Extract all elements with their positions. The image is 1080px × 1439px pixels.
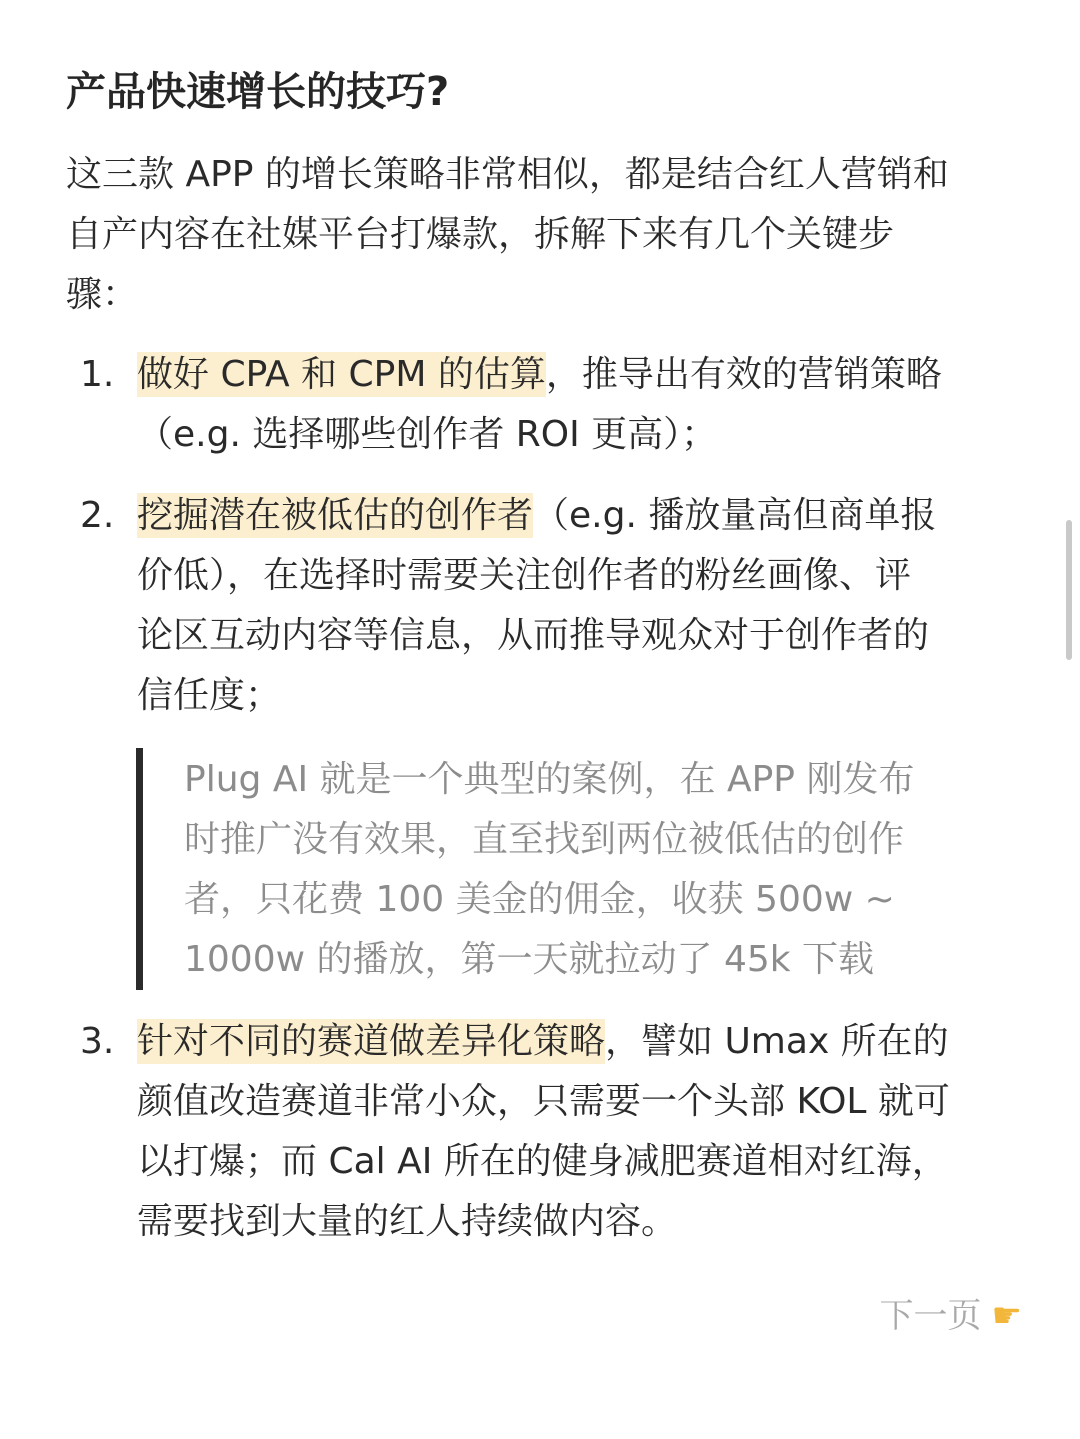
list-item-line: 颜值改造赛道非常小众，只需要一个头部 KOL 就可: [137, 1081, 950, 1122]
list-item-line: 需要找到大量的红人持续做内容。: [137, 1201, 678, 1242]
intro-line: 骤：: [66, 274, 139, 315]
list-item-text: ，譬如 Umax 所在的: [605, 1021, 949, 1062]
list-item-line: 信任度；: [137, 675, 282, 716]
quote-bar: [136, 748, 143, 990]
intro-line: 这三款 APP 的增长策略非常相似，都是结合红人营销和: [66, 154, 949, 195]
list-item-line: （e.g. 选择哪些创作者 ROI 更高）；: [137, 414, 718, 455]
intro-paragraph: [66, 145, 1016, 325]
quote-line: 1000w 的播放，第一天就拉动了 45k 下载: [184, 939, 875, 980]
list-item-line: [137, 1012, 1017, 1072]
quote-text: [184, 750, 984, 990]
list-number: 3.: [80, 1021, 115, 1062]
quote-line: 时推广没有效果，直至找到两位被低估的创作: [184, 819, 905, 860]
next-page-label: 下一页: [879, 1296, 982, 1336]
highlighted-phrase: 针对不同的赛道做差异化策略: [137, 1021, 606, 1062]
next-page-link[interactable]: [880, 1290, 1022, 1342]
list-item-line: [137, 345, 1017, 405]
list-item-line: 价低），在选择时需要关注创作者的粉丝画像、评: [137, 555, 912, 596]
list-number: 2.: [80, 495, 115, 536]
list-number: 1.: [80, 354, 115, 395]
list-item-line: 论区互动内容等信息，从而推导观众对于创作者的: [137, 615, 930, 656]
highlighted-phrase: 做好 CPA 和 CPM 的估算: [137, 354, 546, 395]
list-item-body: [137, 1012, 1017, 1252]
list-item-line: 以打爆；而 Cal AI 所在的健身减肥赛道相对红海，: [137, 1141, 948, 1182]
intro-line: 自产内容在社媒平台打爆款，拆解下来有几个关键步: [66, 214, 895, 255]
scrollbar-thumb[interactable]: [1066, 520, 1072, 660]
pointing-hand-icon: ☛: [991, 1296, 1022, 1336]
highlighted-phrase: 挖掘潜在被低估的创作者: [137, 495, 534, 536]
page-title: 产品快速增长的技巧?: [66, 69, 450, 115]
list-item-body: [137, 486, 1017, 726]
list-item-body: [137, 345, 1017, 465]
list-item-line: [137, 486, 1017, 546]
list-item-text: （e.g. 播放量高但商单报: [533, 495, 937, 536]
quote-line: Plug AI 就是一个典型的案例，在 APP 刚发布: [184, 759, 915, 800]
quote-line: 者，只花费 100 美金的佣金，收获 500w ~: [184, 879, 895, 920]
blockquote: [136, 748, 986, 990]
list-item-text: ，推导出有效的营销策略: [545, 354, 942, 395]
